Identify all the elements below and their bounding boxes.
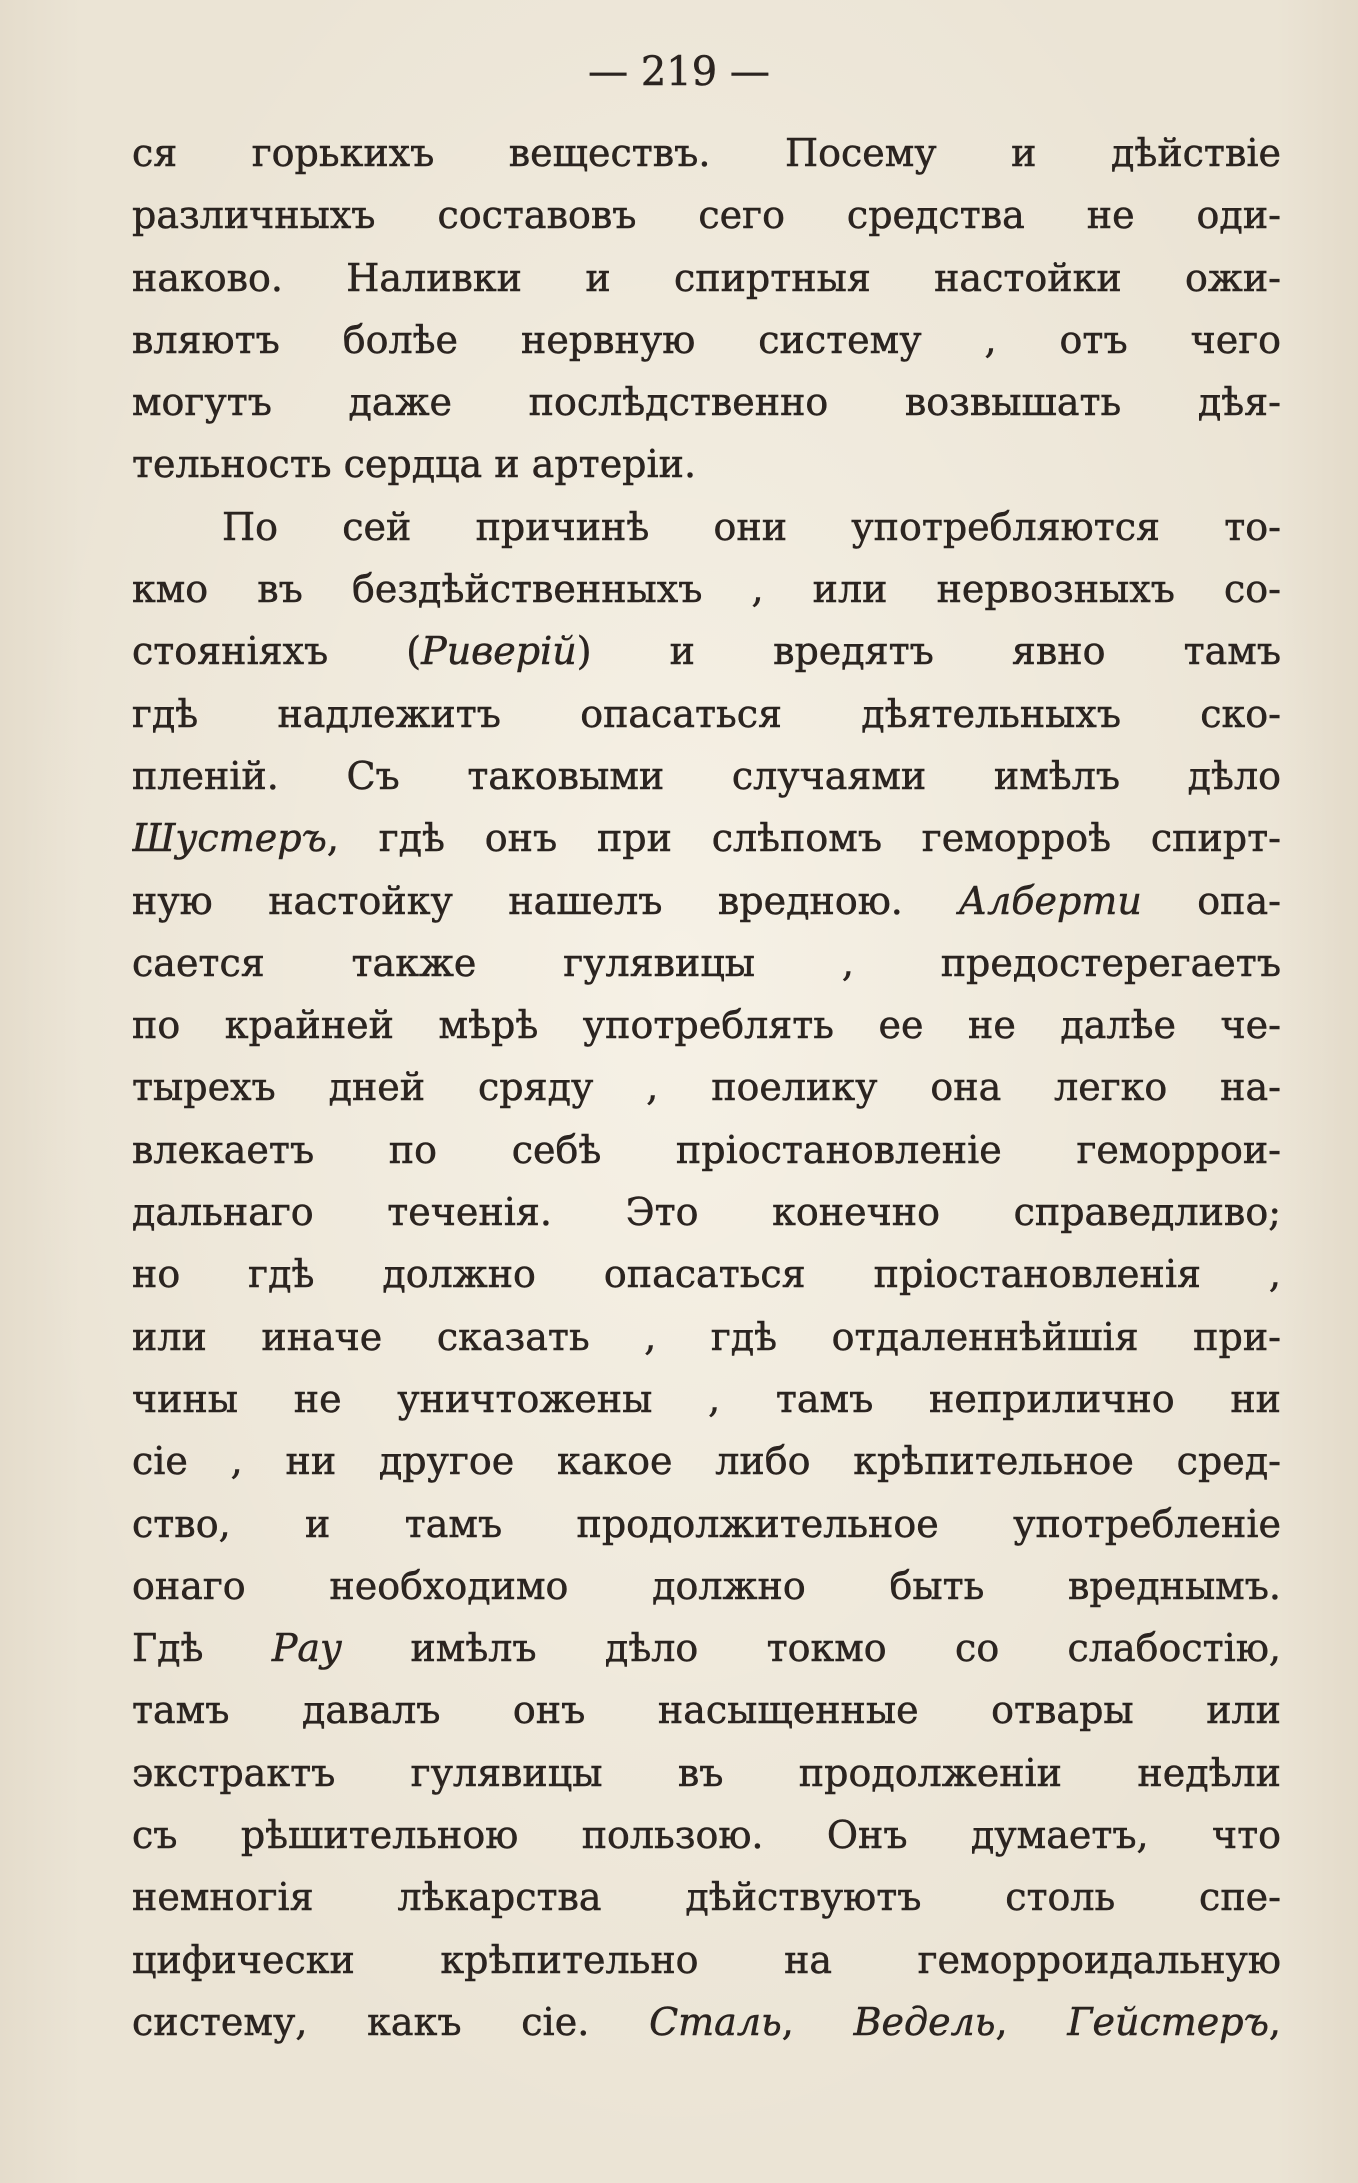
- text-line: по крайней мѣрѣ употреблять ее не далѣе че-: [132, 1003, 1281, 1048]
- text-line: съ рѣшительною пользою. Онъ думаетъ, что: [132, 1813, 1281, 1858]
- text-line: ся горькихъ веществъ. Посему и дѣйствіе: [132, 131, 1281, 175]
- italic-author-name: Гейстеръ: [1067, 1999, 1269, 2044]
- text-line: наково. Наливки и спиртныя настойки ожи-: [132, 255, 1281, 300]
- text-segment: опа-: [1141, 878, 1281, 923]
- italic-author-name: Рау: [271, 1626, 343, 1671]
- text-line: ство, и тамъ продолжительное употребленіе: [132, 1501, 1281, 1546]
- text-line: [132, 807, 1281, 869]
- text-line: влекаетъ по себѣ пріостановленіе геморрои-: [132, 1127, 1281, 1172]
- text-segment: ,: [995, 1999, 1068, 2044]
- page-number: — 219 —: [588, 49, 770, 95]
- text-line: сіе , ни другое какое либо крѣпительное сред-: [132, 1439, 1281, 1484]
- body-text: [132, 122, 1281, 2053]
- text-line: вляютъ болѣе нервную систему , отъ чего: [132, 317, 1281, 362]
- text-line: дальнаго теченія. Это конечно справедливо;: [132, 1190, 1281, 1235]
- text-segment: ,: [1268, 1999, 1281, 2044]
- text-line: [132, 870, 1281, 932]
- text-line: но гдѣ должно опасаться пріостановленія ,: [132, 1252, 1281, 1297]
- text-line: По сей причинѣ они употребляются то-: [222, 504, 1281, 549]
- text-segment: Гдѣ: [132, 1626, 272, 1671]
- text-line: пленій. Съ таковыми случаями имѣлъ дѣло: [132, 753, 1281, 798]
- text-segment: ную настойку нашелъ вредною.: [132, 878, 959, 923]
- text-line: кмо въ бездѣйственныхъ , или нервозныхъ со-: [132, 567, 1281, 612]
- italic-author-name: Сталь: [649, 1999, 782, 2044]
- text-segment: ) и вредятъ явно тамъ: [576, 629, 1281, 674]
- text-segment: стояніяхъ (: [132, 629, 422, 674]
- text-line: сается также гулявицы , предостерегаетъ: [132, 940, 1281, 985]
- text-line: тырехъ дней сряду , поелику она легко на-: [132, 1065, 1281, 1110]
- text-line: немногія лѣкарства дѣйствуютъ столь спе-: [132, 1875, 1281, 1920]
- text-line: тамъ давалъ онъ насыщенные отвары или: [132, 1688, 1281, 1733]
- text-line: [132, 1991, 1281, 2053]
- text-line: могутъ даже послѣдственно возвышать дѣя-: [132, 380, 1281, 425]
- text-line: различныхъ составовъ сего средства не оди-: [132, 193, 1281, 238]
- text-line: [132, 620, 1281, 682]
- text-segment: имѣлъ дѣло токмо со слабостію,: [342, 1626, 1281, 1671]
- text-line: или иначе сказать , гдѣ отдаленнѣйшія при-: [132, 1314, 1281, 1359]
- text-line: гдѣ надлежитъ опасаться дѣятельныхъ ско-: [132, 691, 1281, 736]
- italic-author-name: Риверій: [421, 629, 577, 674]
- text-segment: , гдѣ онъ при слѣпомъ геморроѣ спирт-: [326, 816, 1281, 861]
- italic-author-name: Шустеръ: [132, 816, 327, 861]
- text-line: [132, 1617, 1281, 1679]
- text-segment: ,: [781, 1999, 854, 2044]
- text-line: онаго необходимо должно быть вреднымъ.: [132, 1563, 1281, 1608]
- italic-author-name: Алберти: [958, 878, 1142, 923]
- text-line: тельность сердца и артеріи.: [132, 442, 697, 487]
- text-line: цифически крѣпительно на геморроидальную: [132, 1937, 1281, 1982]
- text-segment: систему, какъ сіе.: [132, 1999, 650, 2044]
- text-line: чины не уничтожены , тамъ неприлично ни: [132, 1376, 1281, 1421]
- text-line: экстрактъ гулявицы въ продолженіи недѣли: [132, 1750, 1281, 1795]
- italic-author-name: Ведель: [853, 1999, 996, 2044]
